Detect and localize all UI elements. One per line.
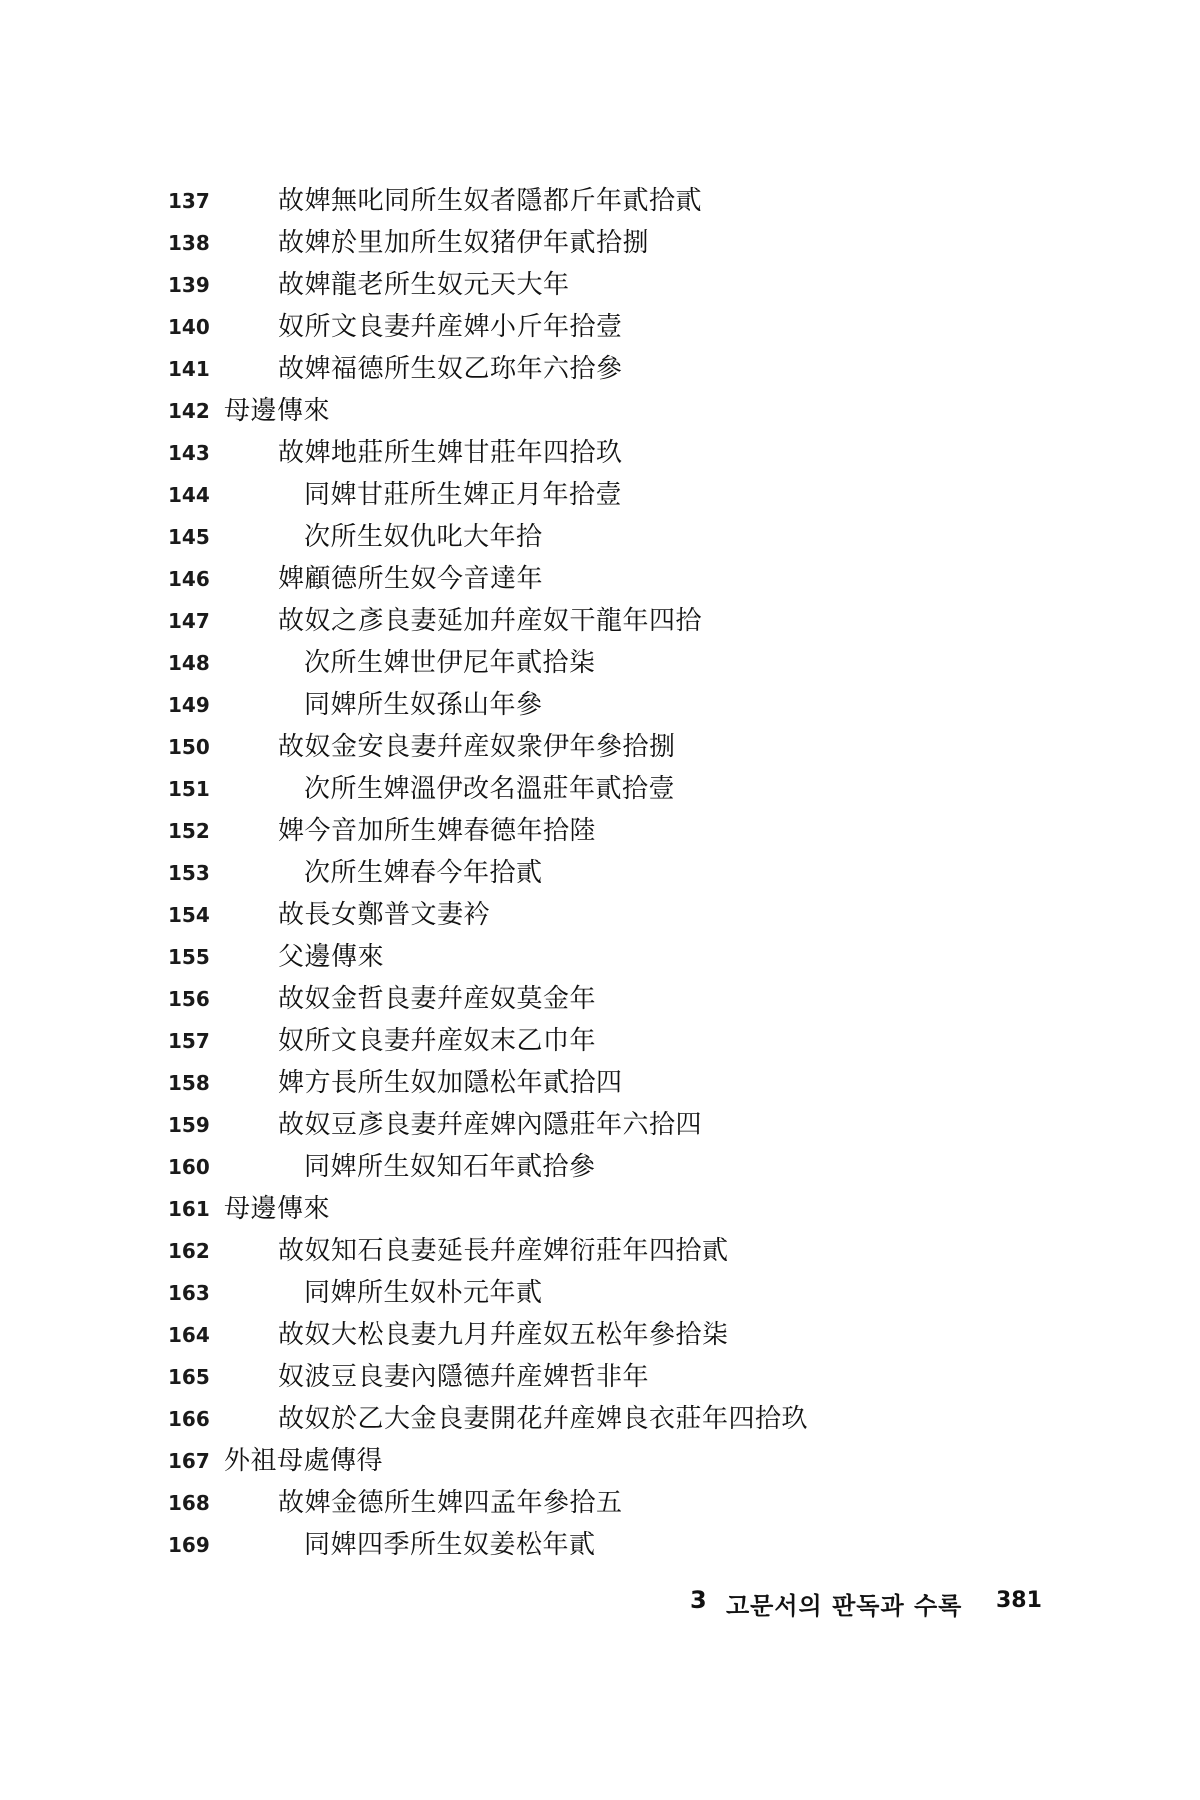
line-text: 故婢金德所生婢四孟年參拾五: [278, 1488, 623, 1518]
line-text: 母邊傳來: [224, 396, 331, 426]
transcription-line: [0, 936, 1200, 978]
transcription-line: [0, 894, 1200, 936]
line-text: 故婢無叱同所生奴者隱都斤年貳拾貳: [278, 186, 703, 216]
transcription-line: [0, 978, 1200, 1020]
transcription-line: [0, 600, 1200, 642]
transcription-line: [0, 264, 1200, 306]
transcription-line: [0, 1272, 1200, 1314]
chapter-number: 3: [690, 1586, 707, 1614]
transcription-line: [0, 1020, 1200, 1062]
line-text: 婢方長所生奴加隱松年貳拾四: [278, 1068, 623, 1098]
line-number: 164: [168, 1323, 210, 1347]
transcription-line: [0, 222, 1200, 264]
line-text: 母邊傳來: [224, 1194, 331, 1224]
transcription-line: [0, 1482, 1200, 1524]
line-number: 150: [168, 735, 210, 759]
transcription-line: [0, 1524, 1200, 1566]
line-number: 154: [168, 903, 210, 927]
line-number: 152: [168, 819, 210, 843]
line-number: 151: [168, 777, 210, 801]
line-number: 161: [168, 1197, 210, 1221]
line-number: 145: [168, 525, 210, 549]
line-text: 次所生婢世伊尼年貳拾柒: [304, 648, 596, 678]
line-number: 163: [168, 1281, 210, 1305]
line-text: 次所生婢溫伊改名溫莊年貳拾壹: [304, 774, 676, 804]
line-text: 外祖母處傳得: [224, 1446, 384, 1476]
line-number: 169: [168, 1533, 210, 1557]
line-text: 次所生婢春今年拾貳: [304, 858, 543, 888]
line-text: 故婢龍老所生奴元天大年: [278, 270, 570, 300]
line-number: 143: [168, 441, 210, 465]
line-text: 婢今音加所生婢春德年拾陸: [278, 816, 597, 846]
transcription-line: [0, 642, 1200, 684]
line-text: 父邊傳來: [278, 942, 385, 972]
line-number: 156: [168, 987, 210, 1011]
line-number: 138: [168, 231, 210, 255]
transcription-line: [0, 1230, 1200, 1272]
line-number: 141: [168, 357, 210, 381]
line-text: 奴所文良妻幷産奴末乙巾年: [278, 1026, 597, 1056]
line-text: 次所生奴仇叱大年拾: [304, 522, 543, 552]
line-number: 167: [168, 1449, 210, 1473]
line-number: 144: [168, 483, 210, 507]
line-text: 同婢四季所生奴姜松年貳: [304, 1530, 596, 1560]
chapter-title: 고문서의 판독과 수록: [726, 1592, 963, 1620]
line-text: 同婢所生奴知石年貳拾參: [304, 1152, 596, 1182]
transcription-line: [0, 1356, 1200, 1398]
line-number: 147: [168, 609, 210, 633]
line-text: 故長女鄭普文妻衿: [278, 900, 491, 930]
line-number: 139: [168, 273, 210, 297]
line-text: 故婢福德所生奴乙珎年六拾參: [278, 354, 623, 384]
transcription-line: [0, 180, 1200, 222]
line-number: 157: [168, 1029, 210, 1053]
transcription-lines: [0, 180, 1200, 1566]
line-number: 162: [168, 1239, 210, 1263]
line-number: 140: [168, 315, 210, 339]
transcription-line: [0, 390, 1200, 432]
line-number: 153: [168, 861, 210, 885]
transcription-line: [0, 474, 1200, 516]
transcription-line: [0, 348, 1200, 390]
line-text: 故奴金安良妻幷産奴衆伊年參拾捌: [278, 732, 676, 762]
page-number: 381: [996, 1588, 1042, 1613]
line-number: 158: [168, 1071, 210, 1095]
transcription-line: [0, 726, 1200, 768]
line-number: 146: [168, 567, 210, 591]
line-number: 159: [168, 1113, 210, 1137]
transcription-line: [0, 558, 1200, 600]
transcription-line: [0, 432, 1200, 474]
line-text: 奴所文良妻幷産婢小斤年拾壹: [278, 312, 623, 342]
transcription-line: [0, 768, 1200, 810]
transcription-line: [0, 1440, 1200, 1482]
line-text: 故奴大松良妻九月幷産奴五松年參拾柒: [278, 1320, 729, 1350]
line-text: 同婢所生奴孫山年參: [304, 690, 543, 720]
transcription-line: [0, 1062, 1200, 1104]
transcription-line: [0, 306, 1200, 348]
transcription-line: [0, 810, 1200, 852]
line-text: 同婢所生奴朴元年貳: [304, 1278, 543, 1308]
transcription-line: [0, 1188, 1200, 1230]
transcription-line: [0, 684, 1200, 726]
line-number: 166: [168, 1407, 210, 1431]
line-number: 165: [168, 1365, 210, 1389]
line-text: 婢顧德所生奴今音達年: [278, 564, 544, 594]
line-number: 137: [168, 189, 210, 213]
transcription-line: [0, 1398, 1200, 1440]
transcription-line: [0, 852, 1200, 894]
line-number: 168: [168, 1491, 210, 1515]
transcription-line: [0, 516, 1200, 558]
line-text: 故奴於乙大金良妻開花幷産婢良衣莊年四拾玖: [278, 1404, 809, 1434]
line-number: 160: [168, 1155, 210, 1179]
line-text: 故婢於里加所生奴猪伊年貳拾捌: [278, 228, 650, 258]
line-number: 149: [168, 693, 210, 717]
line-number: 142: [168, 399, 210, 423]
transcription-line: [0, 1314, 1200, 1356]
transcription-line: [0, 1104, 1200, 1146]
line-text: 同婢甘莊所生婢正月年拾壹: [304, 480, 623, 510]
line-text: 故奴豆彥良妻幷産婢內隱莊年六拾四: [278, 1110, 703, 1140]
line-text: 故奴金哲良妻幷産奴莫金年: [278, 984, 597, 1014]
line-text: 故婢地莊所生婢甘莊年四拾玖: [278, 438, 623, 468]
line-text: 奴波豆良妻內隱德幷産婢哲非年: [278, 1362, 650, 1392]
line-number: 148: [168, 651, 210, 675]
line-number: 155: [168, 945, 210, 969]
line-text: 故奴知石良妻延長幷産婢衍莊年四拾貳: [278, 1236, 729, 1266]
line-text: 故奴之彥良妻延加幷産奴干龍年四拾: [278, 606, 703, 636]
transcription-line: [0, 1146, 1200, 1188]
page-footer: [690, 1586, 1090, 1626]
